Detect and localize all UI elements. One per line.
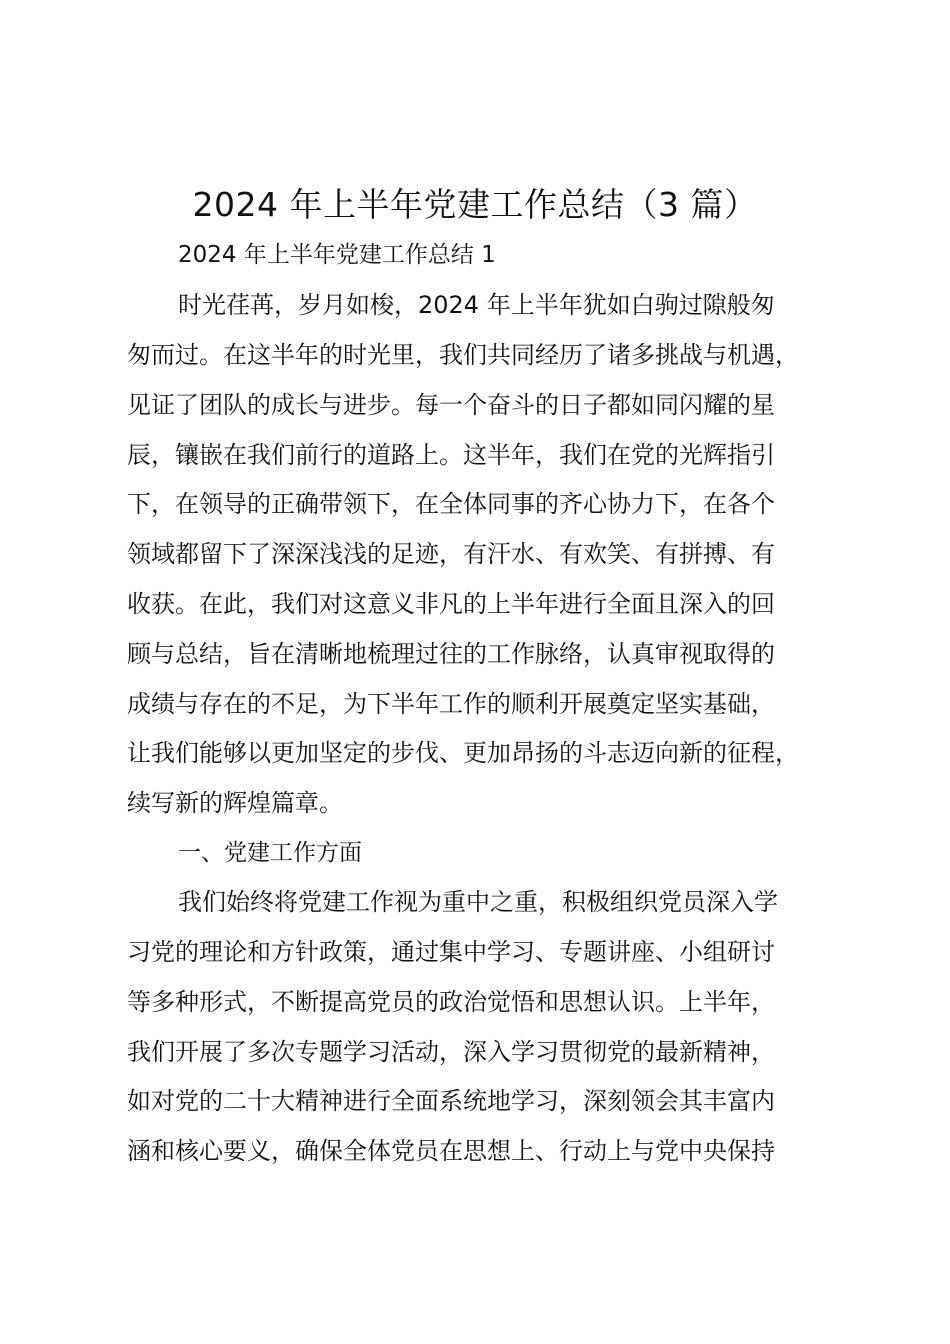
paragraph-line: 领域都留下了深深浅浅的足迹，有汗水、有欢笑、有拼搏、有 (127, 540, 775, 568)
paragraph-line: 让我们能够以更加坚定的步伐、更加昂扬的斗志迈向新的征程， (127, 739, 799, 767)
paragraph-line: 顾与总结，旨在清晰地梳理过往的工作脉络，认真审视取得的 (127, 640, 775, 668)
document-title: 2024 年上半年党建工作总结（3 篇） (192, 185, 758, 224)
paragraph-line: 我们开展了多次专题学习活动，深入学习贯彻党的最新精神， (127, 1038, 775, 1066)
document-subtitle: 2024 年上半年党建工作总结 1 (178, 242, 496, 268)
paragraph-line: 辰，镶嵌在我们前行的道路上。这半年，我们在党的光辉指引 (127, 441, 775, 469)
paragraph-line: 习党的理论和方针政策，通过集中学习、专题讲座、小组研讨 (127, 938, 775, 966)
paragraph-line: 见证了团队的成长与进步。每一个奋斗的日子都如同闪耀的星 (127, 391, 775, 419)
paragraph-line: 成绩与存在的不足，为下半年工作的顺利开展奠定坚实基础， (127, 690, 775, 718)
paragraph-line: 等多种形式，不断提高党员的政治觉悟和思想认识。上半年， (127, 988, 775, 1016)
paragraph-line: 我们始终将党建工作视为重中之重，积极组织党员深入学 (178, 888, 778, 916)
paragraph-line: 时光荏苒，岁月如梭，2024 年上半年犹如白驹过隙般匆 (178, 291, 775, 319)
paragraph-line: 下，在领导的正确带领下，在全体同事的齐心协力下，在各个 (127, 490, 775, 518)
paragraph-line: 如对党的二十大精神进行全面系统地学习，深刻领会其丰富内 (127, 1087, 775, 1115)
paragraph-line: 涵和核心要义，确保全体党员在思想上、行动上与党中央保持 (127, 1137, 775, 1165)
paragraph-line: 匆而过。在这半年的时光里，我们共同经历了诸多挑战与机遇， (127, 341, 799, 369)
paragraph-line: 续写新的辉煌篇章。 (127, 789, 343, 817)
paragraph-line: 收获。在此，我们对这意义非凡的上半年进行全面且深入的回 (127, 590, 775, 618)
section-heading: 一、党建工作方面 (178, 840, 362, 866)
